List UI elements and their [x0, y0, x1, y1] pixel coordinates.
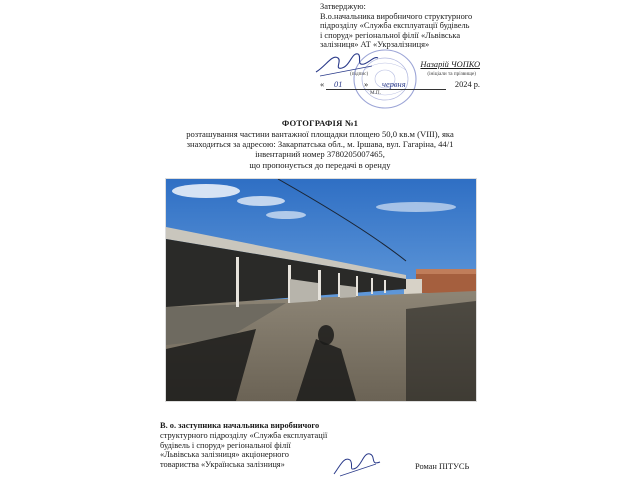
approval-position-line: залізниця» АТ «Укрзалізниця» [320, 40, 430, 50]
document-description [160, 129, 480, 170]
document-title: ФОТОГРАФІЯ №1 [281, 118, 359, 128]
footer-position-line: структурного підрозділу «Служба експлуатації [160, 430, 328, 440]
stamp-caption: М.П. [370, 90, 381, 96]
date-month: червня [382, 80, 406, 89]
approval-signer-name: Назарій ЧОПКО [420, 60, 480, 69]
date-day: 01 [334, 80, 343, 89]
description-line: що пропонується до передачі в оренду [249, 159, 391, 170]
signature-row [320, 60, 480, 82]
approval-position-line: підрозділу «Служба експлуатації будівель [320, 21, 470, 31]
footer-signer-position [160, 421, 350, 470]
site-photo [165, 178, 477, 402]
date-year: 2024 р. [454, 80, 480, 89]
approval-position-line: В.о.начальника виробничого структурного [320, 11, 473, 21]
footer-position-line: товариства «Українська залізниця» [160, 460, 285, 470]
footer-position-line: В. о. заступника начальника виробничого [160, 421, 320, 430]
description-line: знаходиться за адресою: Закарпатська обл., м. Іршава, вул. Гагаріна, 44/1 [186, 139, 454, 150]
approval-header: Затверджую: [320, 2, 366, 11]
name-caption: (ініціали та прізвище) [427, 71, 476, 77]
description-line: інвентарний номер 3780205007465, [255, 149, 385, 160]
site-photo-illustration [166, 179, 476, 401]
approval-date-row [320, 80, 480, 98]
footer-signer-name: Роман ПІТУСЬ [415, 462, 470, 471]
date-quote-close: » [364, 80, 369, 89]
footer-position-line: «Львівська залізниця» акціонерного [160, 450, 289, 460]
approval-position-line: і споруд» регіональної філії «Львівська [320, 30, 461, 40]
signature-caption: (підпис) [350, 71, 369, 77]
footer-position-line: будівель і споруд» регіональної філії [160, 440, 291, 450]
approval-block [320, 2, 485, 50]
date-quote-open: « [320, 80, 325, 89]
signature-scribble-icon [330, 448, 386, 478]
description-line: розташування частини вантажної площадки площею 50,0 кв.м (VIII), яка [186, 129, 454, 139]
date-underline [326, 89, 446, 90]
